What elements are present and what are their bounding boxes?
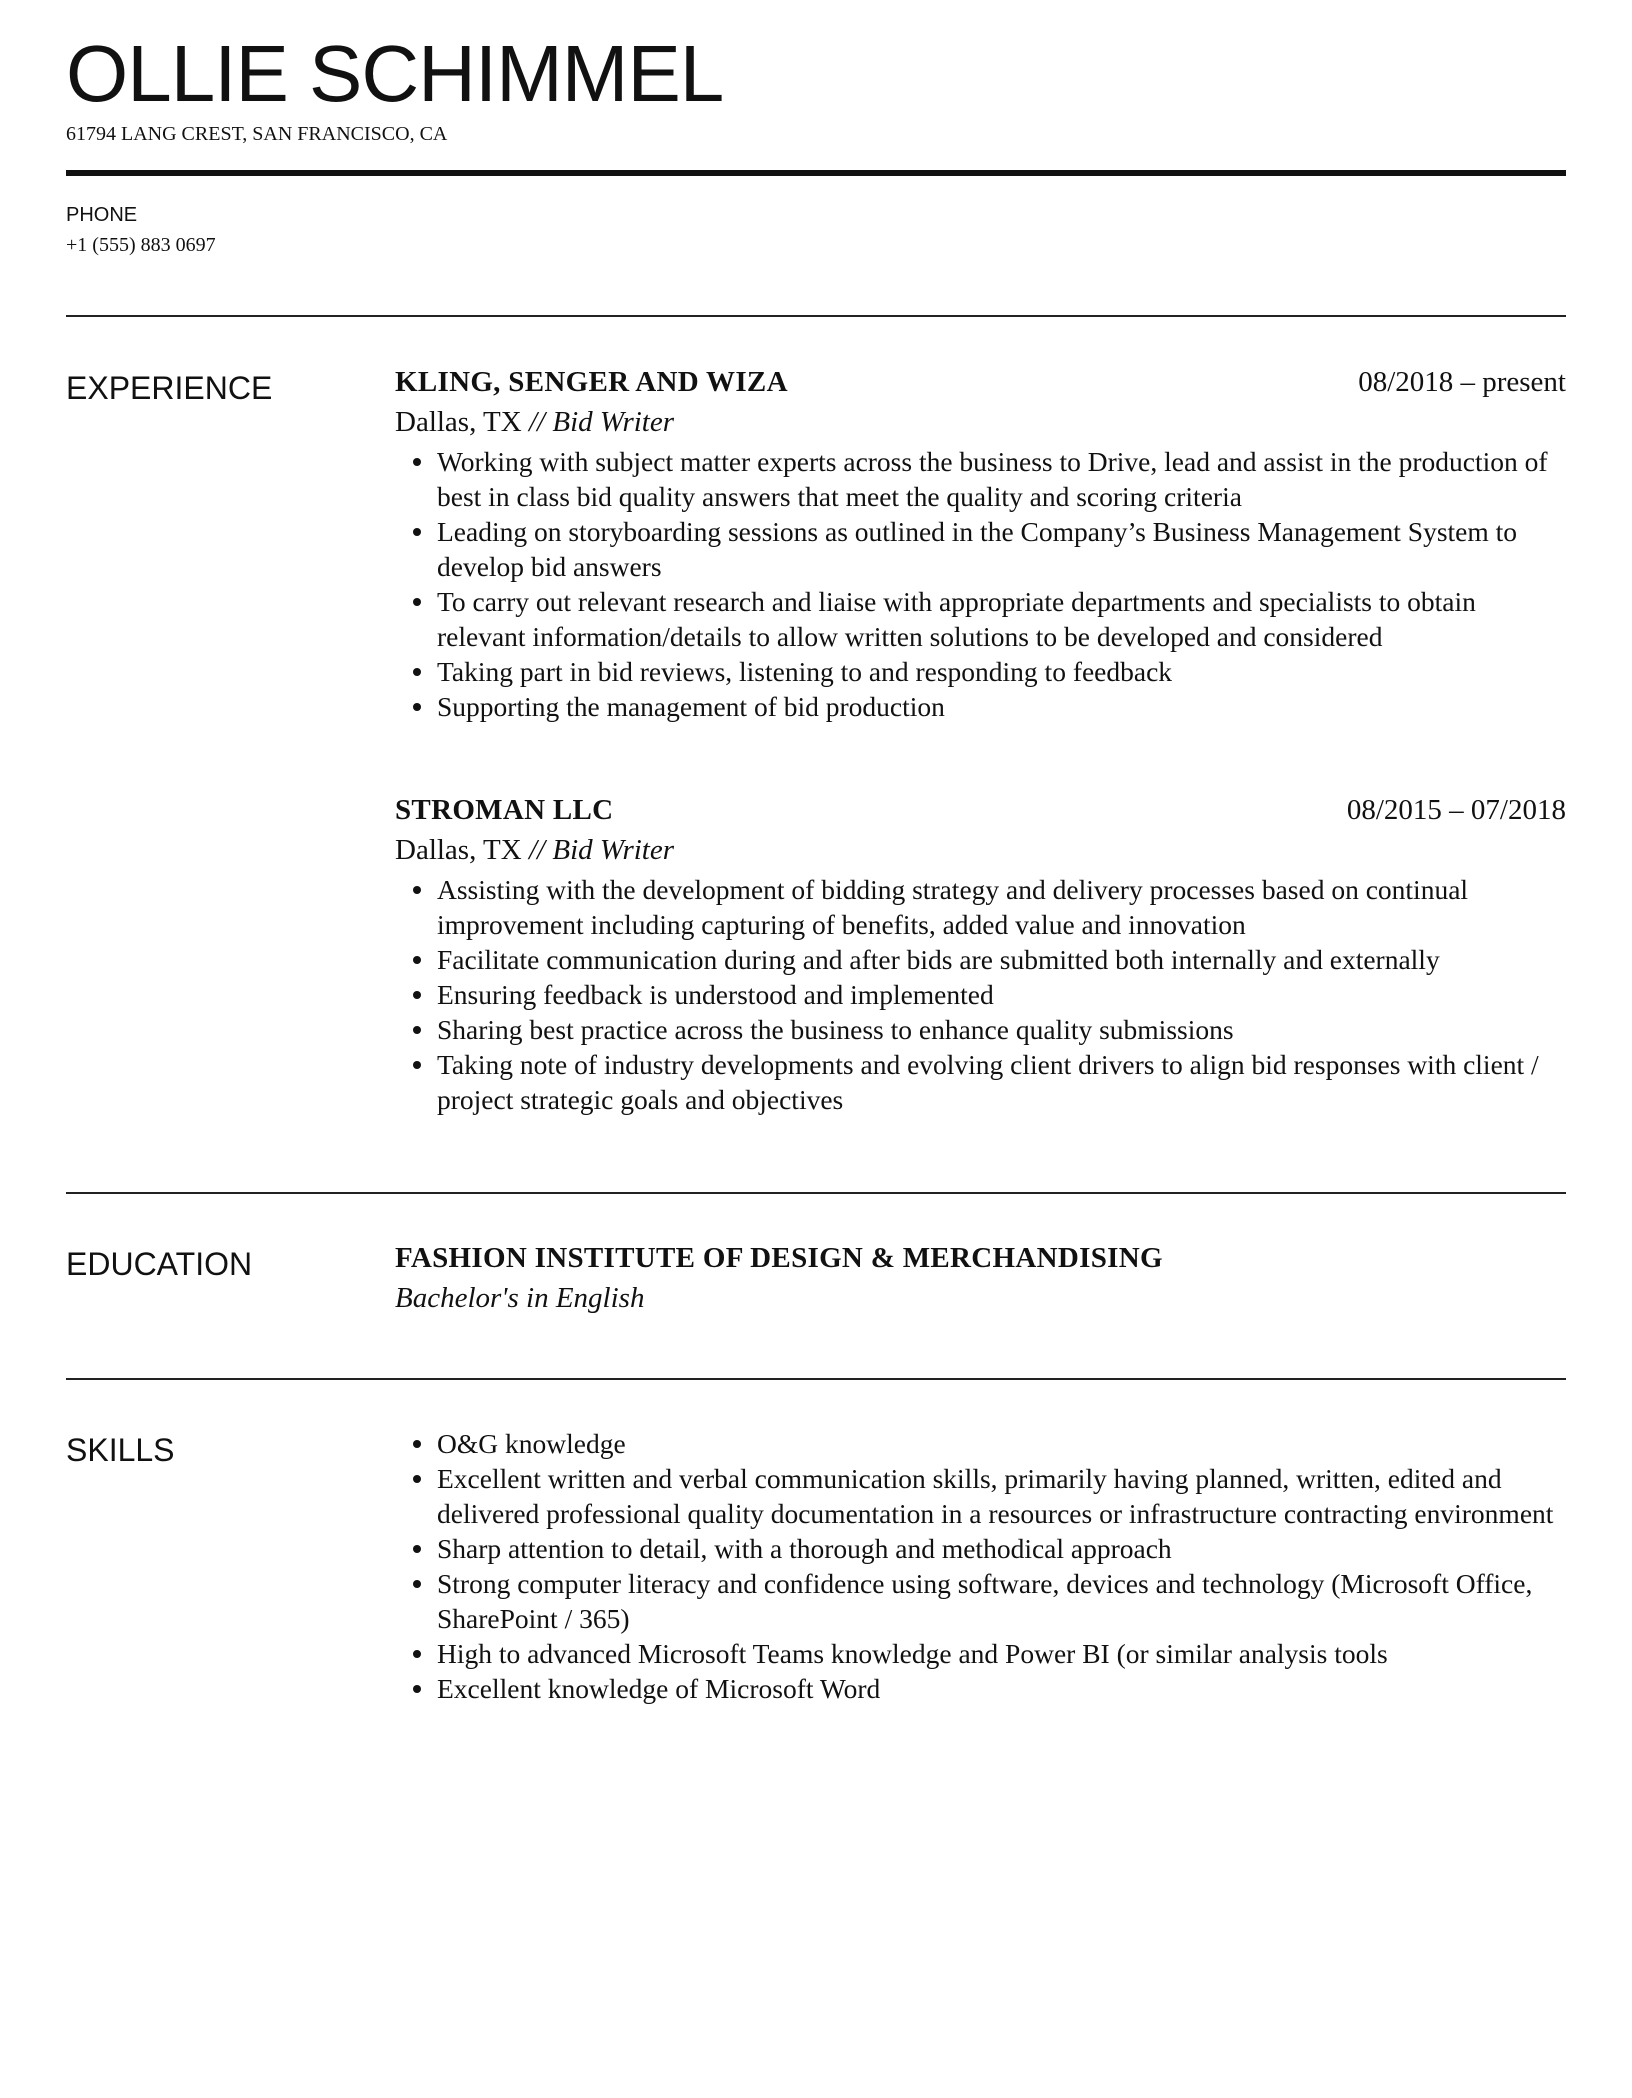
address: 61794 LANG CREST, SAN FRANCISCO, CA <box>66 123 448 145</box>
list-item: Sharing best practice across the business to enhance quality submissions <box>437 1012 1566 1047</box>
list-item: Ensuring feedback is understood and implemented <box>437 977 1566 1012</box>
degree: Bachelor's in English <box>395 1282 645 1314</box>
education-entry <box>395 1238 1566 1318</box>
list-item: Facilitate communication during and after bids are submitted both internally and externally <box>437 942 1566 977</box>
list-item: Taking note of industry developments and evolving client drivers to align bid responses with client / project strategic goals and objectives <box>437 1047 1566 1117</box>
job-location: Dallas, TX <box>395 406 522 438</box>
list-item: High to advanced Microsoft Teams knowledge and Power BI (or similar analysis tools <box>437 1636 1566 1671</box>
separator: // <box>528 834 546 866</box>
list-item: O&G knowledge <box>437 1426 1566 1461</box>
list-item: Taking part in bid reviews, listening to and responding to feedback <box>437 654 1566 689</box>
section-divider <box>66 1378 1566 1380</box>
skills-entry <box>395 1426 1566 1706</box>
phone-number: +1 (555) 883 0697 <box>66 234 216 256</box>
job-bullets <box>395 872 1566 1117</box>
header-divider <box>66 170 1566 176</box>
company-name: STROMAN LLC <box>395 794 614 826</box>
list-item: To carry out relevant research and liaise with appropriate departments and specialists to obtain relevant information/details to allow written solutions to be developed and considered <box>437 584 1566 654</box>
company-name: KLING, SENGER AND WIZA <box>395 366 788 398</box>
candidate-name: OLLIE SCHIMMEL <box>66 29 724 118</box>
school-name: FASHION INSTITUTE OF DESIGN & MERCHANDISING <box>395 1242 1163 1274</box>
list-item: Strong computer literacy and confidence using software, devices and technology (Microsoft Office, SharePoint / 365) <box>437 1566 1566 1636</box>
job-title: Bid Writer <box>552 834 674 866</box>
section-divider <box>66 1192 1566 1194</box>
list-item: Excellent written and verbal communication skills, primarily having planned, written, edited and delivered professional quality documentation in a resources or infrastructure contracting environment <box>437 1461 1566 1531</box>
job-entry <box>395 362 1566 724</box>
list-item: Leading on storyboarding sessions as outlined in the Company’s Business Management System to develop bid answers <box>437 514 1566 584</box>
job-title: Bid Writer <box>552 406 674 438</box>
job-location: Dallas, TX <box>395 834 522 866</box>
list-item: Supporting the management of bid production <box>437 689 1566 724</box>
skills-list <box>395 1426 1566 1706</box>
job-dates: 08/2018 – present <box>1358 366 1566 398</box>
list-item: Excellent knowledge of Microsoft Word <box>437 1671 1566 1706</box>
skills-heading: SKILLS <box>66 1432 175 1468</box>
job-entry <box>395 790 1566 1117</box>
list-item: Sharp attention to detail, with a thorough and methodical approach <box>437 1531 1566 1566</box>
list-item: Working with subject matter experts across the business to Drive, lead and assist in the production of best in class bid quality answers that meet the quality and scoring criteria <box>437 444 1566 514</box>
separator: // <box>528 406 546 438</box>
job-bullets <box>395 444 1566 724</box>
list-item: Assisting with the development of bidding strategy and delivery processes based on continual improvement including capturing of benefits, added value and innovation <box>437 872 1566 942</box>
phone-label: PHONE <box>66 204 138 226</box>
job-dates: 08/2015 – 07/2018 <box>1346 794 1566 826</box>
experience-heading: EXPERIENCE <box>66 370 273 406</box>
section-divider <box>66 315 1566 317</box>
education-heading: EDUCATION <box>66 1246 253 1282</box>
